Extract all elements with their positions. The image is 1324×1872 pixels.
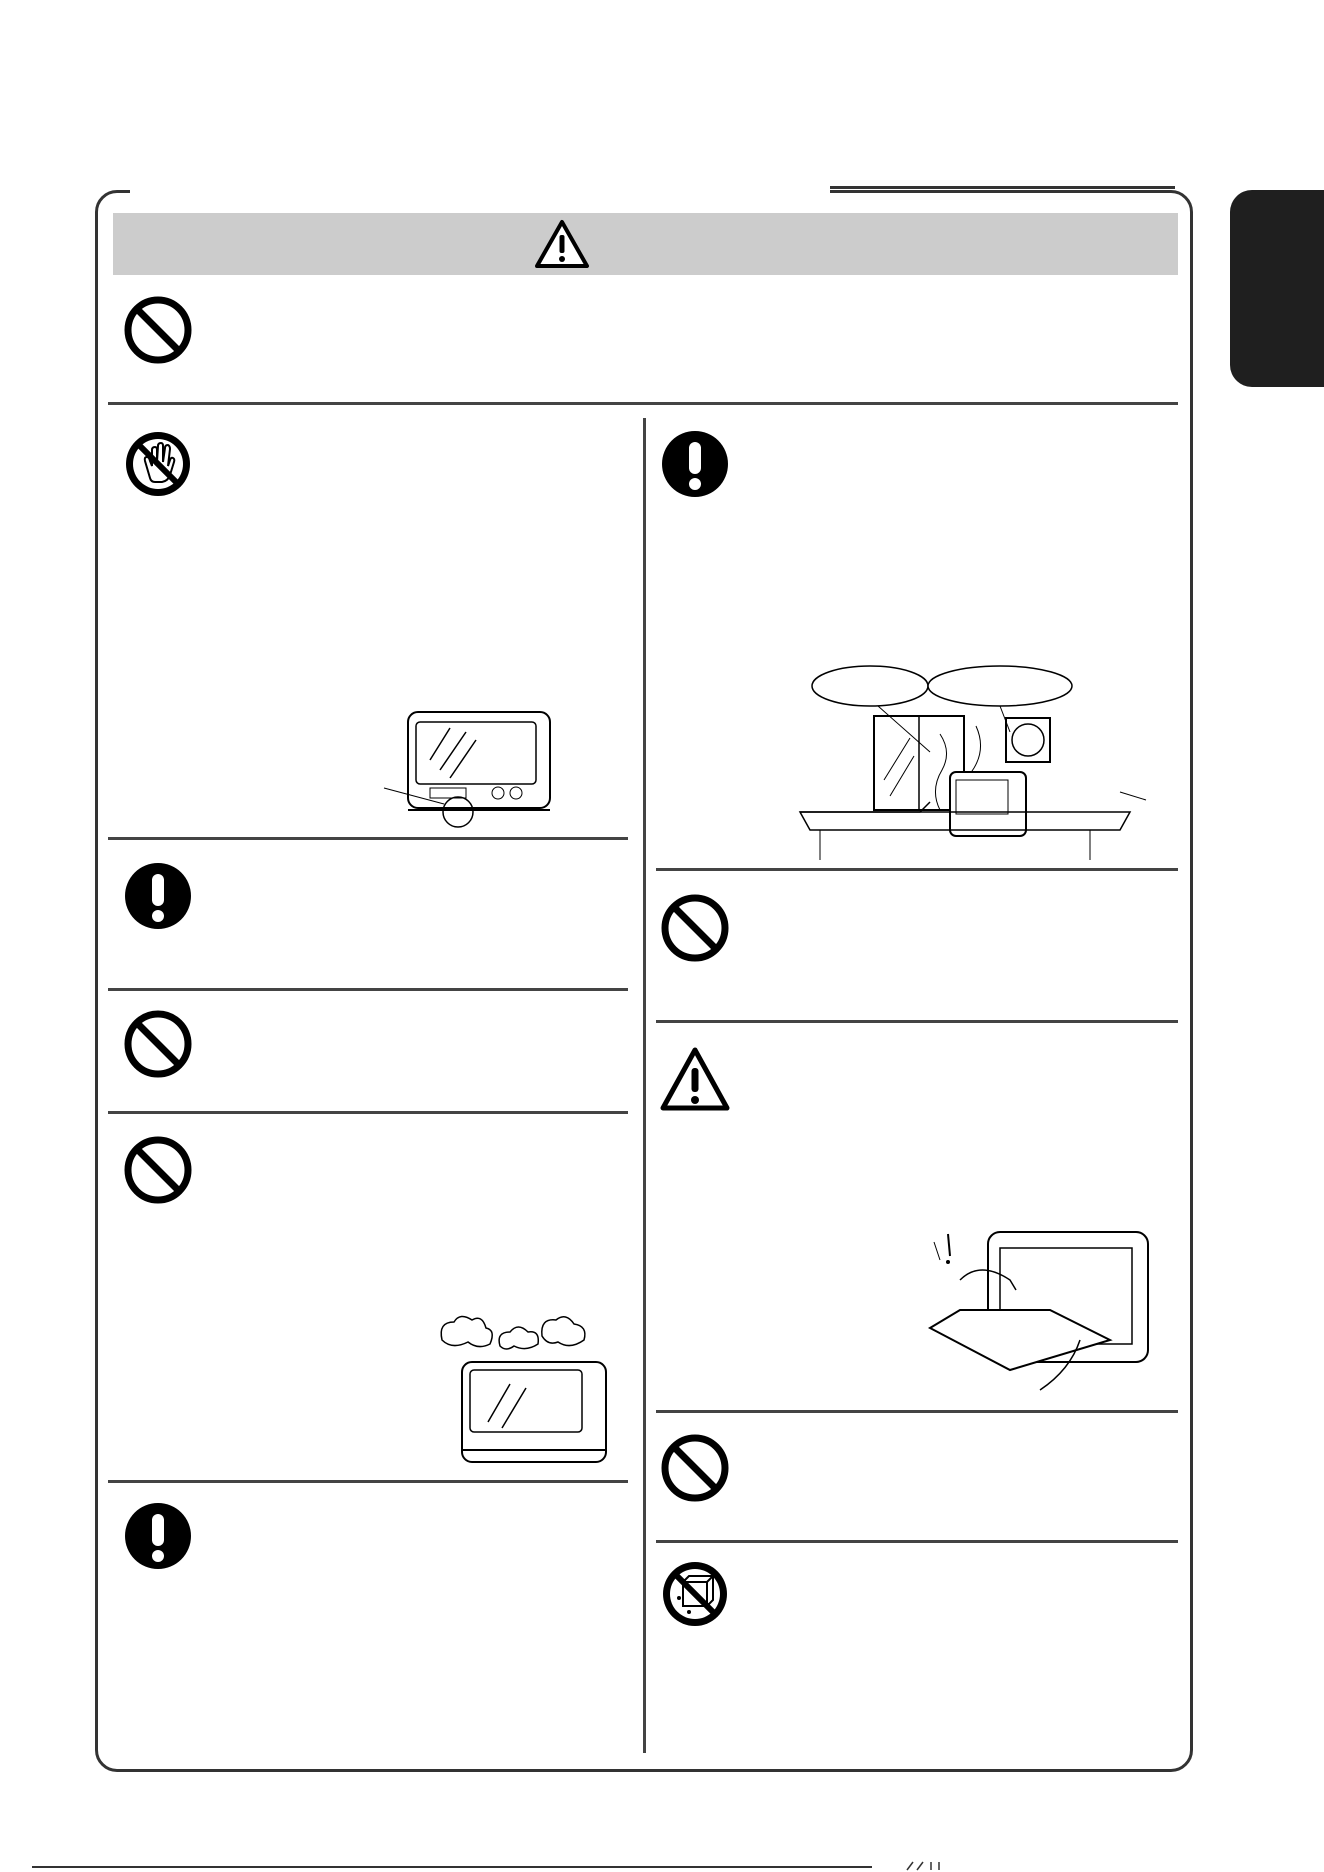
- section-divider: [108, 837, 628, 840]
- no-water-splash-icon: [659, 1558, 731, 1630]
- oven-steam-illustration: [430, 1310, 610, 1470]
- column-divider: [643, 418, 646, 1753]
- section-divider: [108, 1111, 628, 1114]
- section-divider: [108, 1480, 628, 1483]
- section-divider: [656, 1410, 1178, 1413]
- exclamation-icon: [122, 1500, 194, 1572]
- section-divider: [656, 1020, 1178, 1023]
- warning-header-bar: [113, 213, 1178, 275]
- prohibition-icon: [122, 1008, 194, 1080]
- prohibition-icon: [122, 294, 194, 366]
- section-tab: [1230, 190, 1324, 387]
- frame-title-rule: [830, 186, 1175, 189]
- caution-triangle-icon: [659, 1044, 731, 1116]
- exclamation-icon: [122, 860, 194, 932]
- prohibition-icon: [659, 892, 731, 964]
- section-divider: [108, 988, 628, 991]
- footer-mark: [905, 1860, 965, 1872]
- oven-corner-illustration: [380, 700, 560, 840]
- section-divider: [108, 402, 1178, 405]
- footer-rule: [32, 1866, 872, 1868]
- warning-triangle-icon: [533, 218, 591, 270]
- section-divider: [656, 868, 1178, 871]
- hot-oven-illustration: [920, 1220, 1160, 1400]
- frame-title-gap: [130, 184, 830, 196]
- prohibition-icon: [659, 1432, 731, 1504]
- kitchen-ventilation-illustration: [790, 660, 1150, 860]
- section-divider: [656, 1540, 1178, 1543]
- exclamation-icon: [659, 428, 731, 500]
- prohibition-icon: [122, 1134, 194, 1206]
- no-touch-hand-icon: [122, 428, 194, 500]
